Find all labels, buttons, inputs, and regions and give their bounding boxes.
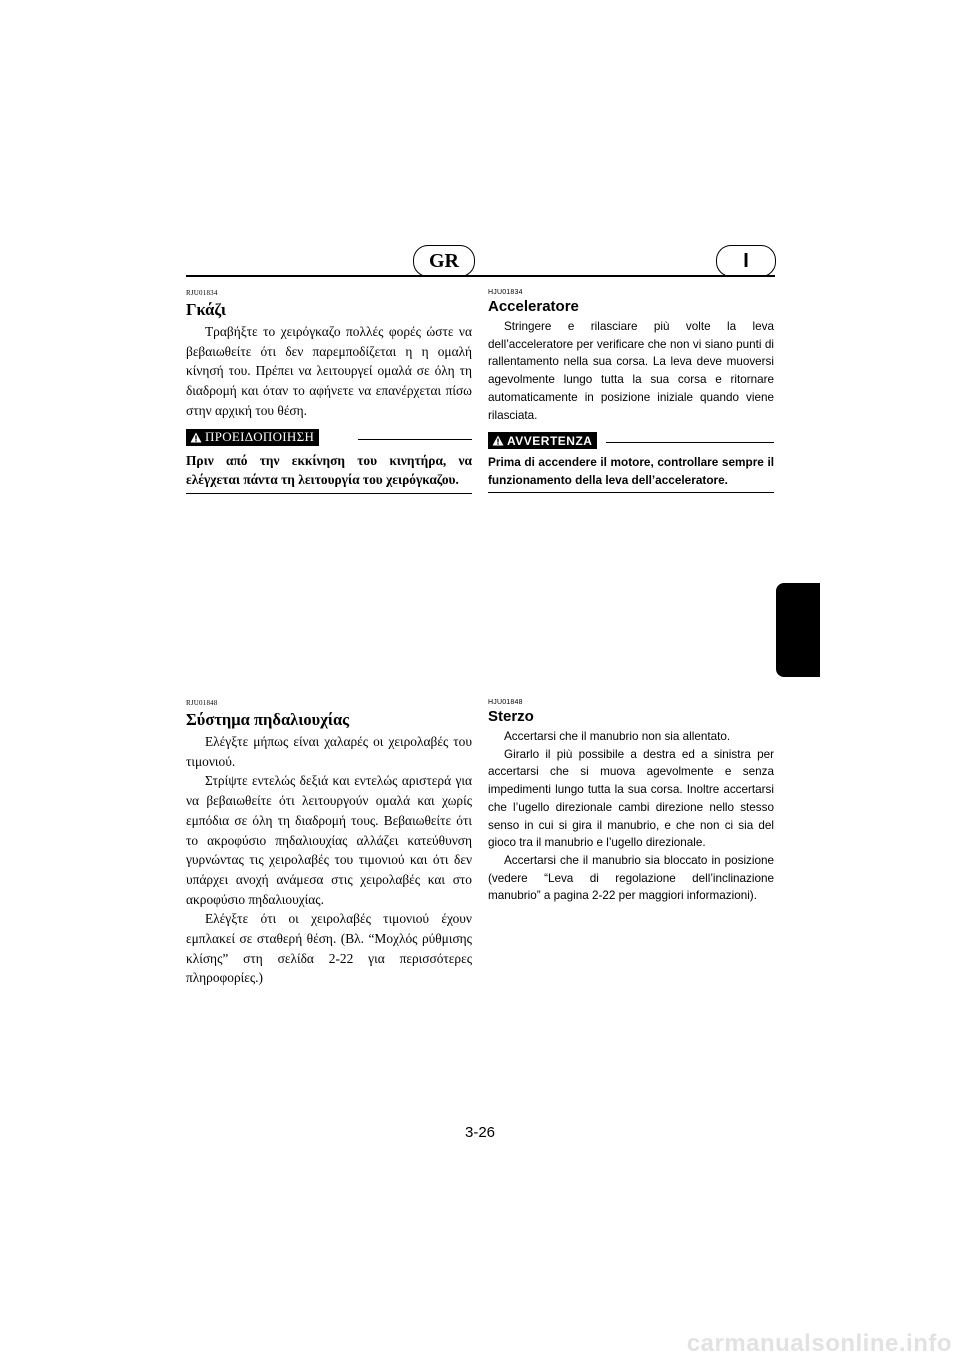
warning-header	[186, 427, 472, 449]
section-paragraph: Accertarsi che il manubrio sia bloccato in posizione (vedere “Leva di regolazione dell’inclinazione manubrio” a pagina 2-22 per maggiori informazioni).	[488, 853, 774, 903]
section-code: HJU01834	[488, 289, 523, 296]
section-paragraph: Ελέγξτε ότι οι χειρολαβές τιμονιού έχουν εμπλακεί σε σταθερή θέση. (Βλ. “Μοχλός ρύθμισης κλίσης” στη σελίδα 2-22 για περισσότερες πληροφορίες.)	[186, 911, 472, 986]
lang-badge-italian: I	[716, 245, 776, 277]
warning-badge	[488, 432, 597, 449]
warning-triangle-icon	[190, 432, 202, 443]
section-body: Stringere e rilasciare più volte la leva dell’acceleratore per verificare che non vi siano punti di rallentamento nella sua corsa. La leva deve muoversi agevolmente lungo tutta la sua corsa e ritornare automaticamente in posizione iniziale quando viene rilasciata.	[488, 320, 774, 422]
gr-throttle-section	[186, 289, 472, 494]
page-number: 3-26	[464, 1124, 496, 1141]
warning-header	[488, 430, 774, 452]
warning-label: ΠΡΟΕΙΔΟΠΟΙΗΣΗ	[205, 429, 315, 445]
warning-label: AVVERTENZA	[507, 433, 593, 448]
section-code: RJU01834	[186, 289, 218, 297]
gr-steering-section	[186, 699, 472, 988]
warning-rule	[606, 442, 774, 443]
section-title: Σύστημα πηδαλιουχίας	[186, 710, 350, 729]
section-paragraph: Ελέγξτε μήπως είναι χαλαρές οι χειρολαβές του τιμονιού.	[186, 734, 472, 769]
header-rule	[186, 275, 775, 277]
watermark: carmanualsonline.info	[686, 1330, 952, 1357]
warning-badge	[186, 429, 319, 446]
it-throttle-section	[488, 289, 774, 493]
lang-badge-greek: GR	[413, 245, 475, 277]
section-paragraph: Girarlo il più possibile a destra ed a sinistra per accertarsi che si muova agevolmente e senza impedimenti lungo tutta la sua corsa. Inoltre accertarsi che l’ugello direzionale cambi direzione nello stesso senso in cui si gira il manubrio, e che non ci sia del gioco tra il manubrio e l’ugello direzionale.	[488, 747, 774, 850]
warning-triangle-icon	[492, 435, 504, 446]
warning-bottom-rule	[488, 492, 774, 493]
section-title: Γκάζι	[186, 300, 226, 319]
warning-text: Πριν από την εκκίνηση του κινητήρα, να ελέγχεται πάντα τη λειτουργία του χειρόγκαζου.	[186, 452, 472, 488]
chapter-tab	[776, 583, 820, 677]
section-title: Acceleratore	[488, 298, 579, 315]
section-title: Sterzo	[488, 708, 534, 725]
section-code: HJU01848	[488, 699, 523, 706]
warning-rule	[358, 439, 472, 440]
section-paragraph: Στρίψτε εντελώς δεξιά και εντελώς αριστερά για να βεβαιωθείτε ότι λειτουργούν ομαλά και χωρίς εμπόδια σε όλη τη διαδρομή τους. Βεβαιωθείτε ότι το ακροφύσιο πηδαλιουχίας αλλάζει κατεύθυνση γυρνώντας τις χειρολαβές του τιμονιού και ότι δεν υπάρχει ανοχή ανάμεσα στις χειρολαβές και στο ακροφύσιο πηδαλιουχίας.	[186, 773, 472, 907]
warning-text: Prima di accendere il motore, controllare sempre il funzionamento della leva dell’acceleratore.	[488, 455, 774, 487]
section-body: Τραβήξτε το χειρόγκαζο πολλές φορές ώστε να βεβαιωθείτε ότι δεν παρεμποδίζεται η η ομαλή κίνησή του. Πρέπει να λειτουργεί ομαλά σε όλη τη διαδρομή και όταν το αφήνετε να επανέρχεται πίσω στην αρχική του θέση.	[186, 324, 472, 418]
section-paragraph: Accertarsi che il manubrio non sia allentato.	[504, 730, 731, 743]
warning-bottom-rule	[186, 493, 472, 494]
it-steering-section	[488, 699, 774, 905]
section-code: RJU01848	[186, 699, 218, 707]
